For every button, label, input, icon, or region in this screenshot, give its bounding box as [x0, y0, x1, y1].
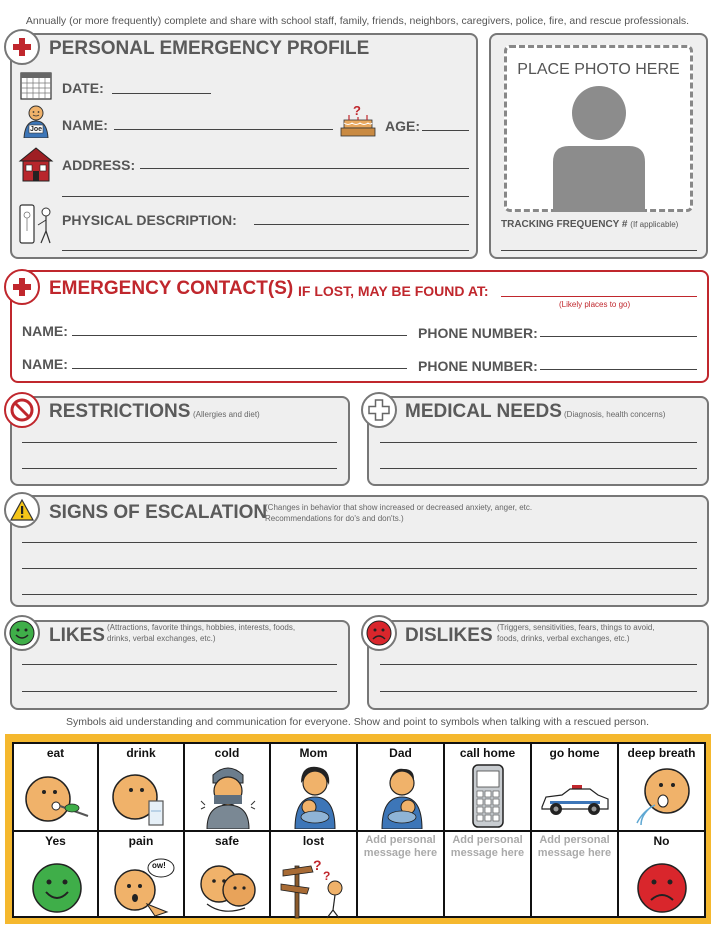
contact-phone-field-2[interactable]	[540, 369, 697, 370]
drinking-person-icon	[107, 761, 177, 829]
medical-cross-icon	[361, 392, 397, 428]
name-field[interactable]	[114, 129, 333, 130]
police-car-icon	[540, 761, 610, 829]
dad-icon	[366, 761, 436, 829]
medical-needs-title: MEDICAL NEEDS	[405, 401, 562, 422]
address-label: ADDRESS:	[62, 157, 136, 173]
dislikes-field-1[interactable]	[380, 664, 697, 665]
physical-description-label: PHYSICAL DESCRIPTION:	[62, 212, 237, 228]
contact-phone-label-1: PHONE NUMBER:	[418, 325, 538, 341]
emergency-contacts-title: EMERGENCY CONTACT(S)	[49, 278, 294, 299]
ow-bubble-text: ow!	[152, 861, 166, 870]
profile-title: PERSONAL EMERGENCY PROFILE	[49, 38, 370, 59]
medical-field-2[interactable]	[380, 468, 697, 469]
restrictions-field-1[interactable]	[22, 442, 337, 443]
symbol-dad[interactable]	[358, 744, 443, 830]
restrictions-field-2[interactable]	[22, 468, 337, 469]
likes-title: LIKES	[49, 625, 105, 646]
if-lost-label: IF LOST, MAY BE FOUND AT:	[298, 283, 489, 299]
lost-location-note: (Likely places to go)	[559, 300, 631, 309]
escalation-note-1: (Changes in behavior that show increased or decreased anxiety, anger, etc.	[265, 503, 533, 512]
likes-field-2[interactable]	[22, 691, 337, 692]
symbol-pain[interactable]	[99, 832, 183, 916]
symbol-deep-breath-label: deep breath	[627, 746, 696, 760]
likes-note-2: drinks, verbal exchanges, etc.)	[107, 634, 216, 643]
symbol-deep-breath[interactable]	[619, 744, 704, 830]
custom-message-line-2: message here	[537, 847, 612, 859]
symbol-yes[interactable]	[14, 832, 97, 916]
physical-field-2[interactable]	[62, 250, 469, 251]
escalation-field-2[interactable]	[22, 568, 697, 569]
medical-needs-note: (Diagnosis, health concerns)	[564, 410, 666, 419]
physical-field-1[interactable]	[254, 224, 469, 225]
tracking-field[interactable]	[501, 250, 697, 251]
birthday-cake-icon	[338, 103, 378, 139]
escalation-field-3[interactable]	[22, 594, 697, 595]
warning-icon	[4, 492, 40, 528]
dislikes-note-1: (Triggers, sensitivities, fears, things to avoid,	[497, 623, 655, 632]
symbol-custom-3[interactable]	[532, 832, 617, 916]
symbol-go-home[interactable]	[532, 744, 617, 830]
symbol-safe-label: safe	[214, 834, 240, 848]
calendar-icon	[20, 70, 52, 100]
escalation-title: SIGNS OF ESCALATION	[49, 502, 268, 523]
top-note: Annually (or more frequently) complete and share with school staff, family, friends, neighbors, caregivers, police, fire, and rescue professionals.	[25, 15, 690, 27]
svg-text:?: ?	[353, 103, 361, 118]
svg-text:?: ?	[313, 857, 322, 873]
lost-signpost-icon	[279, 852, 349, 920]
contact-name-label-2: NAME:	[22, 356, 68, 372]
yes-happy-face-icon	[22, 852, 92, 920]
symbol-no-label: No	[653, 834, 670, 848]
symbol-safe[interactable]	[185, 832, 269, 916]
symbol-dad-label: Dad	[389, 746, 412, 760]
escalation-note-2: Recommendations for do's and don'ts.)	[265, 514, 404, 523]
safe-hug-icon	[193, 852, 263, 920]
happy-face-icon	[4, 615, 40, 651]
age-field[interactable]	[422, 130, 469, 131]
restrictions-title: RESTRICTIONS	[49, 401, 191, 422]
symbol-cold[interactable]	[185, 744, 269, 830]
dislikes-title: DISLIKES	[405, 625, 493, 646]
address-field-1[interactable]	[140, 168, 469, 169]
symbol-go-home-label: go home	[549, 746, 600, 760]
symbol-mom[interactable]	[271, 744, 356, 830]
sad-face-icon	[361, 615, 397, 651]
custom-message-line-2: message here	[363, 847, 438, 859]
symbol-lost-label: lost	[302, 834, 325, 848]
contact-name-field-1[interactable]	[72, 335, 407, 336]
symbol-drink-label: drink	[126, 746, 156, 760]
no-sad-face-icon	[627, 852, 697, 920]
contact-name-field-2[interactable]	[72, 368, 407, 369]
symbol-call-home[interactable]	[445, 744, 530, 830]
custom-message-line-2: message here	[450, 847, 525, 859]
person-silhouette-icon	[553, 86, 645, 212]
symbols-note: Symbols aid understanding and communication for everyone. Show and point to symbols when talking with a rescued person.	[65, 716, 650, 728]
date-label: DATE:	[62, 80, 104, 96]
symbol-yes-label: Yes	[45, 834, 66, 848]
symbol-no[interactable]	[619, 832, 704, 916]
restrictions-note: (Allergies and diet)	[193, 410, 260, 419]
deep-breath-icon	[627, 761, 697, 829]
custom-message-line-1: Add personal	[452, 834, 523, 846]
symbol-lost[interactable]	[271, 832, 356, 916]
no-symbol-icon	[4, 392, 40, 428]
custom-message-line-1: Add personal	[539, 834, 610, 846]
address-field-2[interactable]	[62, 196, 469, 197]
eating-person-icon	[22, 761, 92, 829]
symbol-eat-label: eat	[46, 746, 65, 760]
mom-icon	[279, 761, 349, 829]
name-label: NAME:	[62, 117, 108, 133]
symbol-pain-label: pain	[128, 834, 154, 848]
likes-note-1: (Attractions, favorite things, hobbies, interests, foods,	[107, 623, 296, 632]
dislikes-field-2[interactable]	[380, 691, 697, 692]
tracking-note: (If applicable)	[630, 220, 679, 229]
cold-person-icon	[193, 761, 263, 829]
escalation-field-1[interactable]	[22, 542, 697, 543]
pain-icon	[107, 852, 177, 920]
svg-text:?: ?	[323, 869, 331, 883]
symbol-cold-label: cold	[214, 746, 240, 760]
symbol-custom-1[interactable]	[358, 832, 443, 916]
contact-phone-label-2: PHONE NUMBER:	[418, 358, 538, 374]
likes-field-1[interactable]	[22, 664, 337, 665]
symbol-drink[interactable]	[99, 744, 183, 830]
house-icon	[18, 145, 54, 183]
phone-icon	[453, 761, 523, 829]
medical-field-1[interactable]	[380, 442, 697, 443]
date-field[interactable]	[112, 93, 211, 94]
red-cross-icon	[4, 29, 40, 65]
mirror-icon	[18, 203, 56, 247]
name-tag: Joe	[30, 126, 43, 133]
tracking-frequency-label: TRACKING FREQUENCY #	[501, 219, 628, 230]
symbol-call-home-label: call home	[459, 746, 516, 760]
photo-placeholder[interactable]	[504, 45, 693, 212]
age-label: AGE:	[385, 118, 420, 134]
dislikes-note-2: foods, drinks, verbal exchanges, etc.)	[497, 634, 630, 643]
red-cross-icon	[4, 269, 40, 305]
contact-name-label-1: NAME:	[22, 323, 68, 339]
symbol-mom-label: Mom	[299, 746, 328, 760]
symbol-eat[interactable]	[14, 744, 97, 830]
photo-placeholder-text: PLACE PHOTO HERE	[517, 61, 680, 78]
lost-location-field[interactable]	[501, 296, 697, 297]
symbol-custom-2[interactable]	[445, 832, 530, 916]
contact-phone-field-1[interactable]	[540, 336, 697, 337]
custom-message-line-1: Add personal	[365, 834, 436, 846]
